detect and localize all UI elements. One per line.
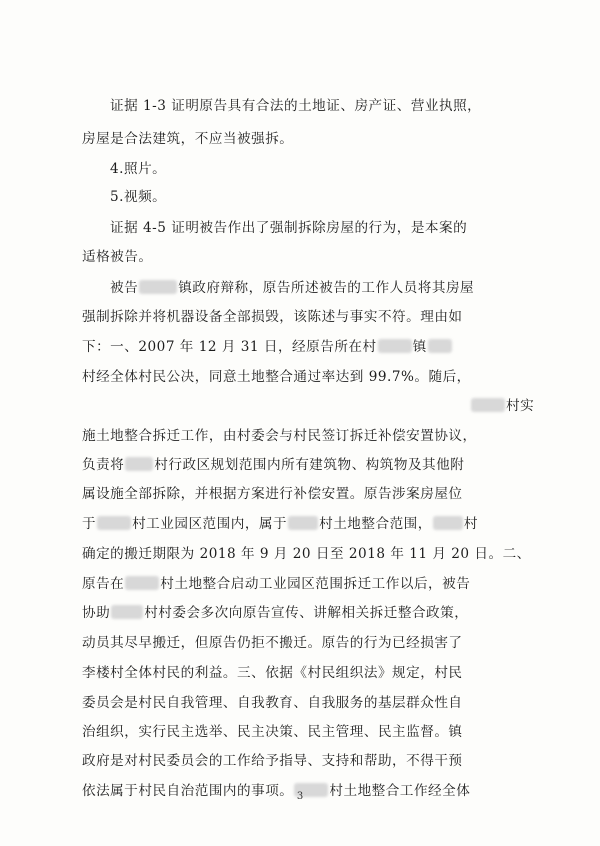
text-line: 强制拆除并将机器设备全部损毁，该陈述与事实不符。理由如	[82, 309, 463, 325]
redacted-mark	[433, 516, 463, 530]
text-line: 证据 4-5 证明被告作出了强制拆除房屋的行为，是本案的	[110, 220, 468, 236]
text-line: 李楼村全体村民的利益。三、依据《村民组织法》规定，村民	[82, 665, 463, 681]
redacted-mark	[111, 605, 143, 619]
text-line: 5.视频。	[110, 189, 167, 205]
text-line: 委员会是村民自我管理、自我教育、自我服务的基层群众性自	[82, 695, 463, 711]
redacted-mark	[288, 516, 318, 530]
text-line: 于 村工业园区范围内，属于 村土地整合范围， 村	[82, 516, 478, 532]
redacted-mark	[139, 280, 177, 294]
redacted-mark	[97, 516, 131, 530]
text-line: 动员其尽早搬迁，但原告仍拒不搬迁。原告的行为已经损害了	[82, 635, 463, 651]
text-line	[82, 396, 532, 416]
page-number: 3	[296, 791, 304, 802]
text-line: 原告在 村土地整合启动工业园区范围拆迁工作以后，被告	[82, 576, 471, 592]
text-line: 属设施全部拆除，并根据方案进行补偿安置。原告涉案房屋位	[82, 486, 463, 502]
text-line: 4.照片。	[110, 161, 167, 177]
text-line: 村经全体村民公决，同意土地整合通过率达到 99.7%。随后，	[82, 369, 471, 385]
text-line: 证据 1-3 证明原告具有合法的土地证、房产证、营业执照，	[110, 98, 482, 114]
redacted-mark	[378, 339, 412, 353]
text-line: 治组织，实行民主选举、民主决策、民主管理、民主监督。镇	[82, 724, 463, 740]
redacted-mark	[125, 457, 153, 471]
text-line: 依法属于村民自治范围内的事项。 村土地整合工作经全体	[82, 783, 471, 799]
redacted-mark	[428, 339, 452, 353]
text-line: 施土地整合拆迁工作，由村委会与村民签订拆迁补偿安置协议，	[82, 428, 477, 444]
text-line: 被告 镇政府辩称，原告所述被告的工作人员将其房屋	[110, 280, 475, 296]
text-line: 适格被告。	[82, 249, 153, 265]
text-line: 下：一、2007 年 12 月 31 日，经原告所在村 镇	[82, 337, 532, 357]
text-line: 确定的搬迁期限为 2018 年 9 月 20 日至 2018 年 11 月 20 日。二、	[82, 546, 531, 562]
redacted-mark	[125, 576, 159, 590]
redacted-mark	[471, 398, 505, 412]
text-line: 政府是对村民委员会的工作给予指导、支持和帮助，不得干预	[82, 753, 463, 769]
text-line: 负责将 村行政区规划范围内所有建筑物、构筑物及其他附	[82, 457, 465, 473]
text-line: 房屋是合法建筑，不应当被强拆。	[82, 131, 294, 147]
text-line: 协助 村村委会多次向原告宣传、讲解相关拆迁整合政策，	[82, 605, 469, 621]
text-line: 村实	[470, 396, 540, 416]
